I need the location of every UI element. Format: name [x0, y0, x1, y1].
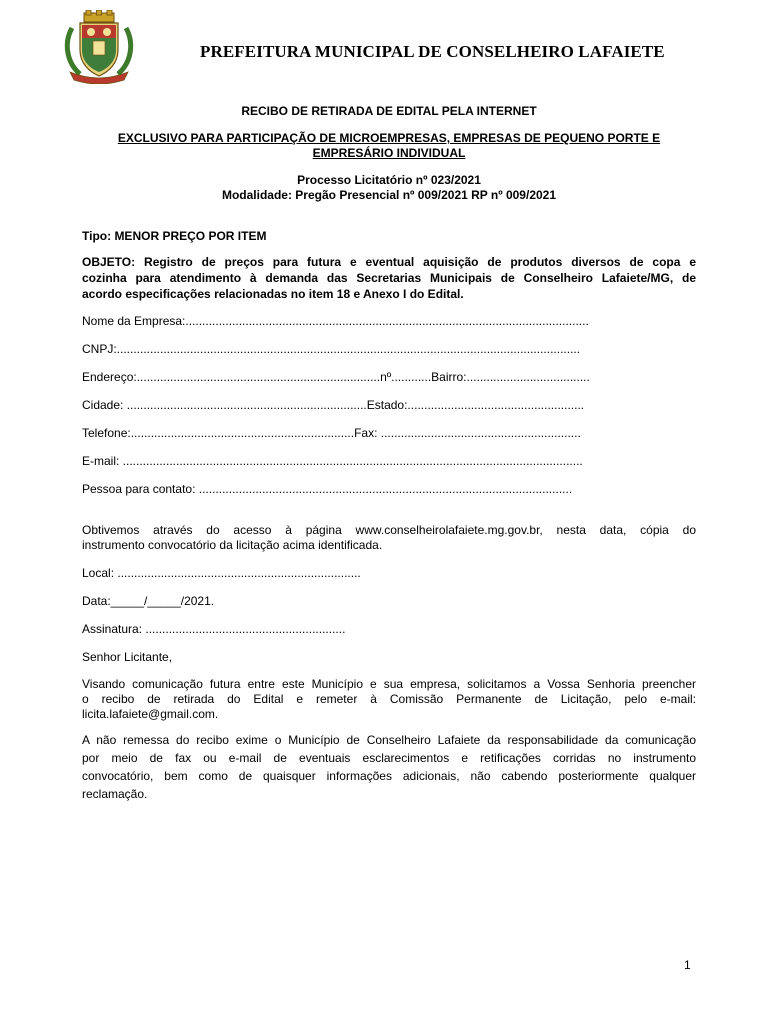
disclaimer-line-2: por meio de fax ou e-mail de eventuais esclarecimentos e retificações corridas no instrumento [82, 751, 696, 765]
disclaimer-line-4: reclamação. [82, 787, 148, 801]
request-line-3: licita.lafaiete@gmail.com. [82, 707, 219, 721]
page-title: PREFEITURA MUNICIPAL DE CONSELHEIRO LAFAIETE [200, 42, 665, 61]
disclaimer-line-1: A não remessa do recibo exime o Município de Conselheiro Lafaiete da responsabilidade da comunicação [82, 733, 696, 747]
disclaimer-line-3: convocatório, bem como de quaisquer informações adicionais, não cabendo posteriormente qualquer [82, 769, 696, 783]
phone-fax-field[interactable]: Telefone:...................................................................Fax: ............................................................ [82, 426, 581, 440]
object-line-3: acordo especificações relacionadas no item 18 e Anexo I do Edital. [82, 287, 464, 301]
address-field[interactable]: Endereço:.........................................................................nº............Bairro:..................................... [82, 370, 590, 384]
email-field[interactable]: E-mail: .......................................................................................................................................... [82, 454, 583, 468]
coat-of-arms-icon [62, 10, 136, 84]
object-line-2: cozinha para atendimento à demanda das Secretarias Municipais de Conselheiro Lafaiete/MG, de [82, 271, 696, 285]
request-line-2: o recibo de retirada do Edital e remeter à Comissão Permanente de Licitação, pelo e-mail: [82, 692, 696, 706]
cnpj-field[interactable]: CNPJ:........................................................................................................................................... [82, 342, 581, 356]
process-number: Processo Licitatório nº 023/2021 [297, 173, 481, 187]
modality: Modalidade: Pregão Presencial nº 009/2021 RP nº 009/2021 [221, 188, 557, 202]
page-number: 1 [684, 958, 691, 972]
document-heading: RECIBO DE RETIRADA DE EDITAL PELA INTERNET [241, 104, 537, 118]
exclusive-notice-line-1: EXCLUSIVO PARA PARTICIPAÇÃO DE MICROEMPRESAS, EMPRESAS DE PEQUENO PORTE E [117, 131, 661, 145]
request-line-1: Visando comunicação futura entre este Município e sua empresa, solicitamos a Vossa Senhoria preencher [82, 677, 696, 691]
procurement-type: Tipo: MENOR PREÇO POR ITEM [82, 229, 267, 243]
signature-field[interactable]: Assinatura: ............................................................ [82, 622, 346, 636]
city-state-field[interactable]: Cidade: ........................................................................Estado:..................................................... [82, 398, 585, 412]
obtained-line-2: instrumento convocatório da licitação acima identificada. [82, 538, 383, 552]
place-field[interactable]: Local: ......................................................................... [82, 566, 361, 580]
object-line-1: OBJETO: Registro de preços para futura e eventual aquisição de produtos diversos de copa e [82, 255, 696, 269]
date-field[interactable]: Data:_____/_____/2021. [82, 594, 215, 608]
obtained-line-1: Obtivemos através do acesso à página www.conselheirolafaiete.mg.gov.br, nesta data, cópia do [82, 523, 696, 537]
salutation: Senhor Licitante, [82, 650, 173, 664]
contact-person-field[interactable]: Pessoa para contato: ................................................................................................................ [82, 482, 573, 496]
company-name-field[interactable]: Nome da Empresa:......................................................................................................................... [82, 314, 589, 328]
exclusive-notice-line-2: EMPRESÁRIO INDIVIDUAL [312, 146, 466, 160]
